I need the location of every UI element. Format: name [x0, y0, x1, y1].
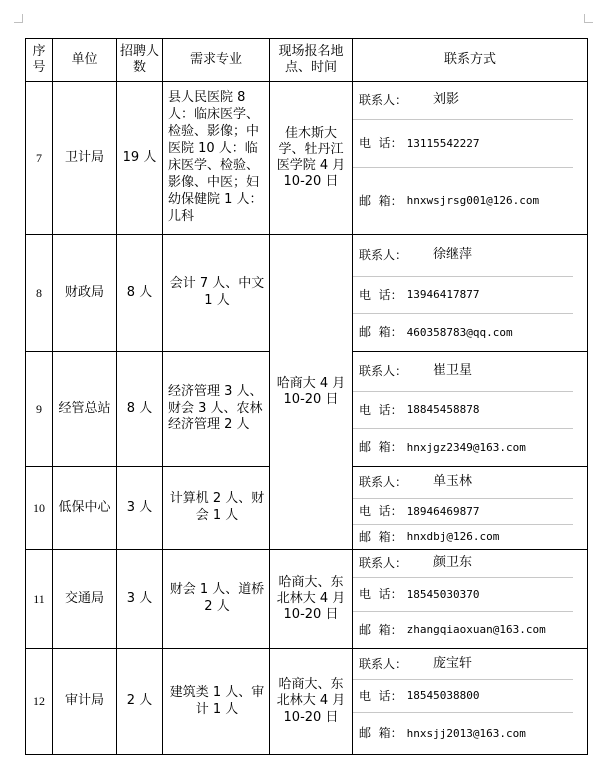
table-row — [26, 550, 588, 649]
phone-value: 18845458878 — [406, 403, 480, 417]
row-count: 8 人 — [117, 352, 163, 467]
page-corner-mark — [14, 14, 23, 23]
phone-label: 电 话： — [359, 504, 403, 518]
contact-person-label: 联系人： — [359, 93, 408, 107]
email-label: 邮 箱： — [359, 193, 403, 208]
row-contact — [353, 467, 588, 550]
row-count: 3 人 — [117, 550, 163, 649]
row-unit: 审计局 — [53, 649, 117, 755]
header-unit: 单位 — [53, 39, 117, 82]
phone-value: 18545030370 — [406, 587, 480, 601]
contact-person-line — [353, 649, 573, 680]
contact-person-line — [353, 82, 573, 120]
email-value: hnxwsjrsg001@126.com — [406, 194, 540, 208]
row-contact — [353, 235, 588, 352]
phone-line — [353, 120, 573, 168]
row-location: 哈商大 4 月 10-20 日 — [270, 235, 353, 550]
phone-label: 电 话： — [359, 587, 403, 601]
row-major: 经济管理 3 人、财会 3 人、农林经济管理 2 人 — [163, 352, 270, 467]
contact-person-label: 联系人： — [359, 556, 408, 570]
phone-line — [353, 277, 573, 314]
contact-person-label: 联系人： — [359, 475, 408, 489]
table-row — [26, 235, 588, 352]
contact-person-label: 联系人： — [359, 364, 408, 378]
phone-label: 电 话： — [359, 136, 403, 150]
phone-label: 电 话： — [359, 287, 403, 302]
table-row — [26, 649, 588, 755]
email-label: 邮 箱： — [359, 622, 403, 637]
email-value: hnxsjj2013@163.com — [406, 726, 526, 740]
row-unit: 交通局 — [53, 550, 117, 649]
row-unit: 低保中心 — [53, 467, 117, 550]
row-number: 9 — [26, 352, 53, 467]
email-label: 邮 箱： — [359, 325, 403, 339]
phone-line — [353, 578, 573, 612]
row-unit: 经管总站 — [53, 352, 117, 467]
row-count: 3 人 — [117, 467, 163, 550]
email-label: 邮 箱： — [359, 529, 403, 544]
row-number: 10 — [26, 467, 53, 550]
row-location: 哈商大、东北林大 4 月 10-20 日 — [270, 550, 353, 649]
contact-person-name: 崔卫星 — [433, 363, 473, 379]
contact-person-line — [353, 467, 573, 499]
phone-line — [353, 680, 573, 713]
row-unit: 财政局 — [53, 235, 117, 352]
row-major: 计算机 2 人、财会 1 人 — [163, 467, 270, 550]
row-number: 11 — [26, 550, 53, 649]
phone-value: 13946417877 — [406, 288, 480, 302]
contact-person-name: 庞宝轩 — [433, 655, 473, 671]
email-line — [353, 612, 573, 648]
email-line — [353, 314, 573, 351]
table-row — [26, 82, 588, 235]
row-count: 2 人 — [117, 649, 163, 755]
row-number: 8 — [26, 235, 53, 352]
email-label: 邮 箱： — [359, 440, 403, 454]
email-value: hnxjgz2349@163.com — [406, 440, 526, 454]
recruitment-table — [25, 38, 588, 755]
row-count: 19 人 — [117, 82, 163, 235]
email-line — [353, 713, 573, 754]
email-line — [353, 525, 573, 549]
table-header-row — [26, 39, 588, 82]
contact-person-name: 徐继萍 — [433, 247, 473, 263]
email-line — [353, 168, 573, 234]
contact-person-name: 单玉林 — [433, 474, 473, 490]
contact-person-line — [353, 235, 573, 277]
row-contact — [353, 550, 588, 649]
email-value: 460358783@qq.com — [406, 325, 513, 339]
email-line — [353, 429, 573, 466]
contact-person-label: 联系人： — [359, 248, 408, 262]
contact-person-line — [353, 550, 573, 578]
email-value: zhangqiaoxuan@163.com — [406, 623, 546, 637]
phone-value: 13115542227 — [406, 136, 480, 150]
contact-person-label: 联系人： — [359, 656, 408, 671]
row-location: 哈商大、东北林大 4 月 10-20 日 — [270, 649, 353, 755]
row-contact — [353, 352, 588, 467]
phone-label: 电 话： — [359, 688, 403, 703]
row-count: 8 人 — [117, 235, 163, 352]
phone-line — [353, 392, 573, 429]
row-major: 建筑类 1 人、审计 1 人 — [163, 649, 270, 755]
phone-line — [353, 499, 573, 525]
contact-person-name: 颜卫东 — [433, 555, 473, 571]
contact-person-name: 刘影 — [433, 92, 460, 108]
row-number: 7 — [26, 82, 53, 235]
contact-person-line — [353, 352, 573, 392]
row-contact — [353, 649, 588, 755]
page-corner-mark — [584, 14, 593, 23]
row-location: 佳木斯大学、牡丹江医学院 4 月 10-20 日 — [270, 82, 353, 235]
row-unit: 卫计局 — [53, 82, 117, 235]
header-count: 招聘人数 — [117, 39, 163, 82]
header-contact: 联系方式 — [353, 39, 588, 82]
header-seq: 序号 — [26, 39, 53, 82]
row-major: 会计 7 人、中文 1 人 — [163, 235, 270, 352]
row-major: 县人民医院 8 人：临床医学、检验、影像；中医院 10 人：临床医学、检验、影像、中医；妇幼保健院 1 人：儿科 — [163, 82, 270, 235]
phone-value: 18946469877 — [406, 504, 480, 518]
row-major: 财会 1 人、道桥 2 人 — [163, 550, 270, 649]
phone-value: 18545038800 — [406, 689, 480, 703]
email-value: hnxdbj@126.com — [406, 530, 500, 544]
phone-label: 电 话： — [359, 402, 403, 417]
row-number: 12 — [26, 649, 53, 755]
header-major: 需求专业 — [163, 39, 270, 82]
email-label: 邮 箱： — [359, 726, 403, 740]
header-location: 现场报名地点、时间 — [270, 39, 353, 82]
row-contact — [353, 82, 588, 235]
